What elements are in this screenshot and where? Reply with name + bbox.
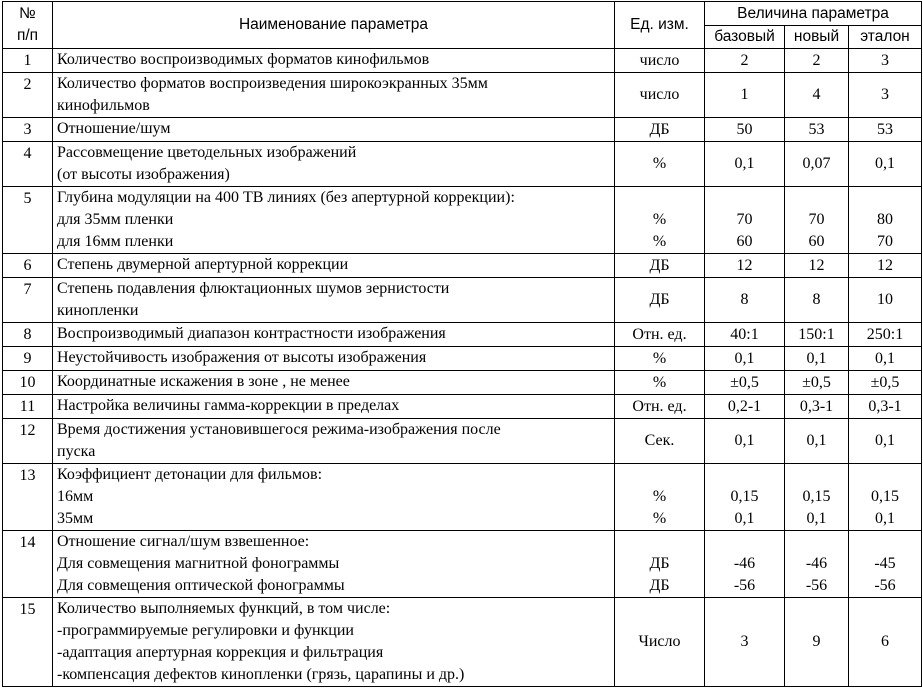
parameter-name-line: Для совмещения оптической фонограммы <box>57 577 345 594</box>
value-ref: 12 <box>849 254 922 278</box>
parameter-name-line: кинофильмов <box>57 97 150 114</box>
row-number: 12 <box>3 419 53 464</box>
value-ref: 250:1 <box>849 323 922 347</box>
header-new: новый <box>785 26 849 49</box>
value-line: 0,15 <box>802 488 831 505</box>
value-new: 2 <box>785 49 849 73</box>
value-line: 0,15 <box>871 488 899 505</box>
row-number: 2 <box>3 73 53 118</box>
parameter-name-line: Настройка величины гамма-коррекции в пределах <box>57 397 400 414</box>
value-line <box>709 187 780 209</box>
value-base: 12 <box>705 254 785 278</box>
unit-cell: Число <box>615 598 705 687</box>
value-base: 0,2-1 <box>705 395 785 419</box>
unit-cell: число <box>615 49 705 73</box>
unit-cell: % <box>615 347 705 371</box>
row-number: 13 <box>3 464 53 531</box>
value-base: 0,1 <box>705 419 785 464</box>
value-new <box>785 464 849 531</box>
parameter-name-line: Количество форматов воспроизведения широкоэкранных 35мм <box>57 75 488 92</box>
value-line: 0,15 <box>730 488 759 505</box>
table-row <box>3 598 922 687</box>
row-number: 8 <box>3 323 53 347</box>
unit-cell: ДБ <box>615 118 705 142</box>
unit-line: ДБ <box>649 577 670 594</box>
table-row <box>3 254 922 278</box>
unit-line: % <box>652 211 667 228</box>
table-row <box>3 531 922 598</box>
header-value-group: Величина параметра <box>705 2 922 26</box>
value-base <box>705 531 785 598</box>
value-line: 0,1 <box>806 510 827 527</box>
parameter-name-line: Неустойчивость изображения от высоты изображения <box>57 349 427 366</box>
parameter-name-line: -адаптация апертурная коррекция и фильтрация <box>57 644 384 661</box>
value-new: 4 <box>785 73 849 118</box>
value-line: 60 <box>736 233 753 250</box>
unit-cell: Отн. ед. <box>615 323 705 347</box>
value-new: 0,1 <box>785 347 849 371</box>
parameter-name <box>53 347 615 371</box>
value-ref: ±0,5 <box>849 371 922 395</box>
parameter-name-line: Отношение/шум <box>57 120 171 137</box>
value-line: 70 <box>736 211 753 228</box>
parameter-name <box>53 118 615 142</box>
value-line <box>853 187 917 209</box>
value-base: ±0,5 <box>705 371 785 395</box>
unit-cell <box>615 531 705 598</box>
unit-line <box>619 464 700 486</box>
value-base: 50 <box>705 118 785 142</box>
row-number: 9 <box>3 347 53 371</box>
table-row <box>3 118 922 142</box>
value-base: 1 <box>705 73 785 118</box>
table-row <box>3 395 922 419</box>
value-ref: 0,1 <box>849 347 922 371</box>
value-ref: 0,1 <box>849 142 922 187</box>
parameter-name-line: Воспроизводимый диапазон контрастности изображения <box>57 325 446 342</box>
parameter-name <box>53 323 615 347</box>
parameter-name <box>53 395 615 419</box>
value-ref: 0,1 <box>849 419 922 464</box>
parameter-name-line: Количество воспроизводимых форматов кинофильмов <box>57 51 430 68</box>
table-row <box>3 419 922 464</box>
table-row <box>3 73 922 118</box>
parameter-name-line: Для совмещения магнитной фонограммы <box>57 555 340 572</box>
parameter-name-line: (от высоты изображения) <box>57 166 230 183</box>
unit-cell: Сек. <box>615 419 705 464</box>
value-ref: 10 <box>849 278 922 323</box>
parameter-name-line: пуска <box>57 443 96 460</box>
parameter-name-line: Рассовмещение цветодельных изображений <box>57 144 357 161</box>
parameter-name-line: для 16мм пленки <box>57 233 174 250</box>
unit-line: ДБ <box>649 555 670 572</box>
row-number: 15 <box>3 598 53 687</box>
value-ref <box>849 464 922 531</box>
value-line <box>789 187 844 209</box>
value-base: 2 <box>705 49 785 73</box>
value-new: 9 <box>785 598 849 687</box>
unit-cell: число <box>615 73 705 118</box>
value-ref <box>849 531 922 598</box>
parameter-name-line: Отношение сигнал/шум взвешенное: <box>57 533 310 550</box>
row-number: 5 <box>3 187 53 254</box>
value-line <box>789 464 844 486</box>
row-number: 4 <box>3 142 53 187</box>
parameter-name-line: Коэффициент детонации для фильмов: <box>57 466 323 483</box>
unit-line: % <box>652 488 667 505</box>
value-base <box>705 464 785 531</box>
value-line: -46 <box>805 555 828 572</box>
value-base: 0,1 <box>705 347 785 371</box>
unit-line <box>619 531 700 553</box>
value-new: 150:1 <box>785 323 849 347</box>
value-line: 60 <box>808 233 825 250</box>
value-new: 0,1 <box>785 419 849 464</box>
parameter-name-line: для 35мм пленки <box>57 211 174 228</box>
parameter-name-line: -программируемые регулировки и функции <box>57 622 354 639</box>
value-base <box>705 187 785 254</box>
value-line: 70 <box>808 211 825 228</box>
parameter-name <box>53 278 615 323</box>
header-name: Наименование параметра <box>53 2 615 49</box>
parameter-name-line: 16мм <box>57 488 94 505</box>
row-number: 6 <box>3 254 53 278</box>
value-new <box>785 531 849 598</box>
row-number: 14 <box>3 531 53 598</box>
unit-cell: Отн. ед. <box>615 395 705 419</box>
value-line <box>853 464 917 486</box>
parameter-name <box>53 598 615 687</box>
parameter-name-line: Глубина модуляции на 400 ТВ линиях (без апертурной коррекции): <box>57 189 515 206</box>
value-new: 53 <box>785 118 849 142</box>
value-line: 0,1 <box>734 510 755 527</box>
parameter-name <box>53 254 615 278</box>
value-line: 70 <box>877 233 893 250</box>
table-row <box>3 323 922 347</box>
value-base: 40:1 <box>705 323 785 347</box>
header-num-line2: п/п <box>16 27 39 44</box>
parameter-name <box>53 187 615 254</box>
header-base: базовый <box>705 26 785 49</box>
parameter-name-line: -компенсация дефектов кинопленки (грязь, царапины и др.) <box>57 666 465 683</box>
value-line: -56 <box>805 577 828 594</box>
header-ref: эталон <box>849 26 922 49</box>
parameter-name-line: Количество выполняемых функций, в том числе: <box>57 600 391 617</box>
unit-cell <box>615 187 705 254</box>
value-line <box>853 531 917 553</box>
value-ref <box>849 187 922 254</box>
row-number: 7 <box>3 278 53 323</box>
table-row <box>3 371 922 395</box>
parameter-name-line: 35мм <box>57 510 94 527</box>
unit-cell <box>615 464 705 531</box>
value-line: -46 <box>733 555 756 572</box>
table-row <box>3 347 922 371</box>
parameter-name-line: кинопленки <box>57 302 139 319</box>
header-num <box>3 2 53 49</box>
value-ref: 6 <box>849 598 922 687</box>
value-line: -45 <box>874 555 896 572</box>
value-base: 0,1 <box>705 142 785 187</box>
table-row <box>3 49 922 73</box>
value-line <box>709 464 780 486</box>
value-base: 8 <box>705 278 785 323</box>
value-new: 12 <box>785 254 849 278</box>
value-line: -56 <box>733 577 756 594</box>
value-line <box>789 531 844 553</box>
value-new <box>785 187 849 254</box>
value-line: 0,1 <box>875 510 895 527</box>
unit-cell: % <box>615 142 705 187</box>
value-line: 80 <box>877 211 893 228</box>
value-new: 0,3-1 <box>785 395 849 419</box>
unit-cell: ДБ <box>615 278 705 323</box>
parameter-name <box>53 49 615 73</box>
value-new: 0,07 <box>785 142 849 187</box>
parameter-name <box>53 419 615 464</box>
value-ref: 3 <box>849 73 922 118</box>
table-row <box>3 464 922 531</box>
row-number: 11 <box>3 395 53 419</box>
table-row <box>3 278 922 323</box>
unit-cell: % <box>615 371 705 395</box>
parameter-name <box>53 142 615 187</box>
parameter-name <box>53 464 615 531</box>
table-row <box>3 187 922 254</box>
parameters-table <box>2 1 922 687</box>
value-new: 8 <box>785 278 849 323</box>
unit-line: % <box>652 510 667 527</box>
header-num-line1: № <box>19 5 36 22</box>
parameter-name-line: Координатные искажения в зоне , не менее <box>57 373 350 390</box>
value-base: 3 <box>705 598 785 687</box>
value-ref: 0,3-1 <box>849 395 922 419</box>
parameter-name-line: Степень двумерной апертурной коррекции <box>57 256 349 273</box>
row-number: 1 <box>3 49 53 73</box>
parameter-name-line: Степень подавления флюктационных шумов зернистости <box>57 280 450 297</box>
header-unit: Ед. изм. <box>615 2 705 49</box>
row-number: 10 <box>3 371 53 395</box>
parameter-name-line: Время достижения установившегося режима-изображения после <box>57 421 501 438</box>
value-line <box>709 531 780 553</box>
value-new: ±0,5 <box>785 371 849 395</box>
parameter-name <box>53 73 615 118</box>
unit-line <box>619 187 700 209</box>
value-line: -56 <box>874 577 896 594</box>
table-row <box>3 142 922 187</box>
unit-cell: ДБ <box>615 254 705 278</box>
value-ref: 53 <box>849 118 922 142</box>
row-number: 3 <box>3 118 53 142</box>
parameter-name <box>53 371 615 395</box>
value-ref: 3 <box>849 49 922 73</box>
parameter-name <box>53 531 615 598</box>
unit-line: % <box>652 233 667 250</box>
